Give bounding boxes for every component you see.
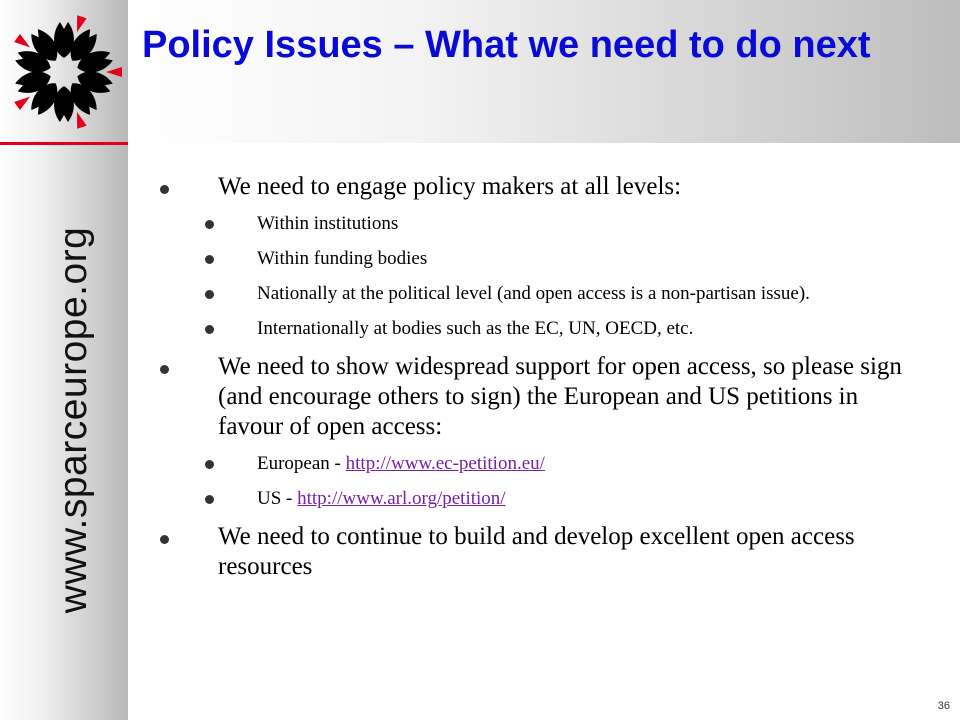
sub-bullet-item	[150, 247, 910, 270]
petition-link[interactable]: http://www.ec-petition.eu/	[345, 453, 545, 474]
sub-bullet-item	[150, 317, 910, 340]
bullet-dot-icon	[205, 220, 214, 229]
bullet-item	[150, 522, 910, 582]
bullet-dot-icon	[205, 255, 214, 264]
sidebar	[0, 0, 128, 720]
bullet-dot-icon	[205, 325, 214, 334]
bullet-dot-icon	[160, 365, 169, 374]
bullet-text: We need to continue to build and develop excellent open access resources	[218, 523, 861, 580]
bullet-text: Within funding bodies	[257, 248, 428, 269]
sub-bullet-item	[150, 212, 910, 235]
title-bar	[128, 0, 960, 143]
bullet-text: US -	[257, 488, 298, 509]
bullet-text: We need to engage policy makers at all levels:	[218, 173, 682, 200]
bullet-text: Nationally at the political level (and open access is a non-partisan issue).	[257, 283, 810, 304]
accent-divider	[0, 142, 128, 145]
page-number: 36	[937, 700, 950, 712]
bullet-item	[150, 352, 910, 442]
slide-title: Policy Issues – What we need to do next	[142, 24, 871, 66]
petition-link[interactable]: http://www.arl.org/petition/	[297, 488, 506, 509]
sub-bullet-item	[150, 487, 910, 510]
sidebar-url: www.sparceurope.org	[52, 226, 95, 614]
bullet-text: Within institutions	[257, 213, 399, 234]
bullet-text: We need to show widespread support for open access, so please sign (and encourage others to sign) the European and US petitions in favour of open access:	[218, 353, 909, 440]
bullet-dot-icon	[160, 535, 169, 544]
sparc-logo-icon	[4, 8, 124, 132]
bullet-dot-icon	[160, 185, 169, 194]
bullet-list	[150, 172, 910, 592]
bullet-text: European -	[257, 453, 346, 474]
bullet-text: Internationally at bodies such as the EC, UN, OECD, etc.	[257, 318, 694, 339]
bullet-dot-icon	[205, 495, 214, 504]
sub-bullet-item	[150, 452, 910, 475]
bullet-dot-icon	[205, 290, 214, 299]
bullet-dot-icon	[205, 460, 214, 469]
sub-bullet-item	[150, 282, 910, 305]
bullet-item	[150, 172, 910, 202]
